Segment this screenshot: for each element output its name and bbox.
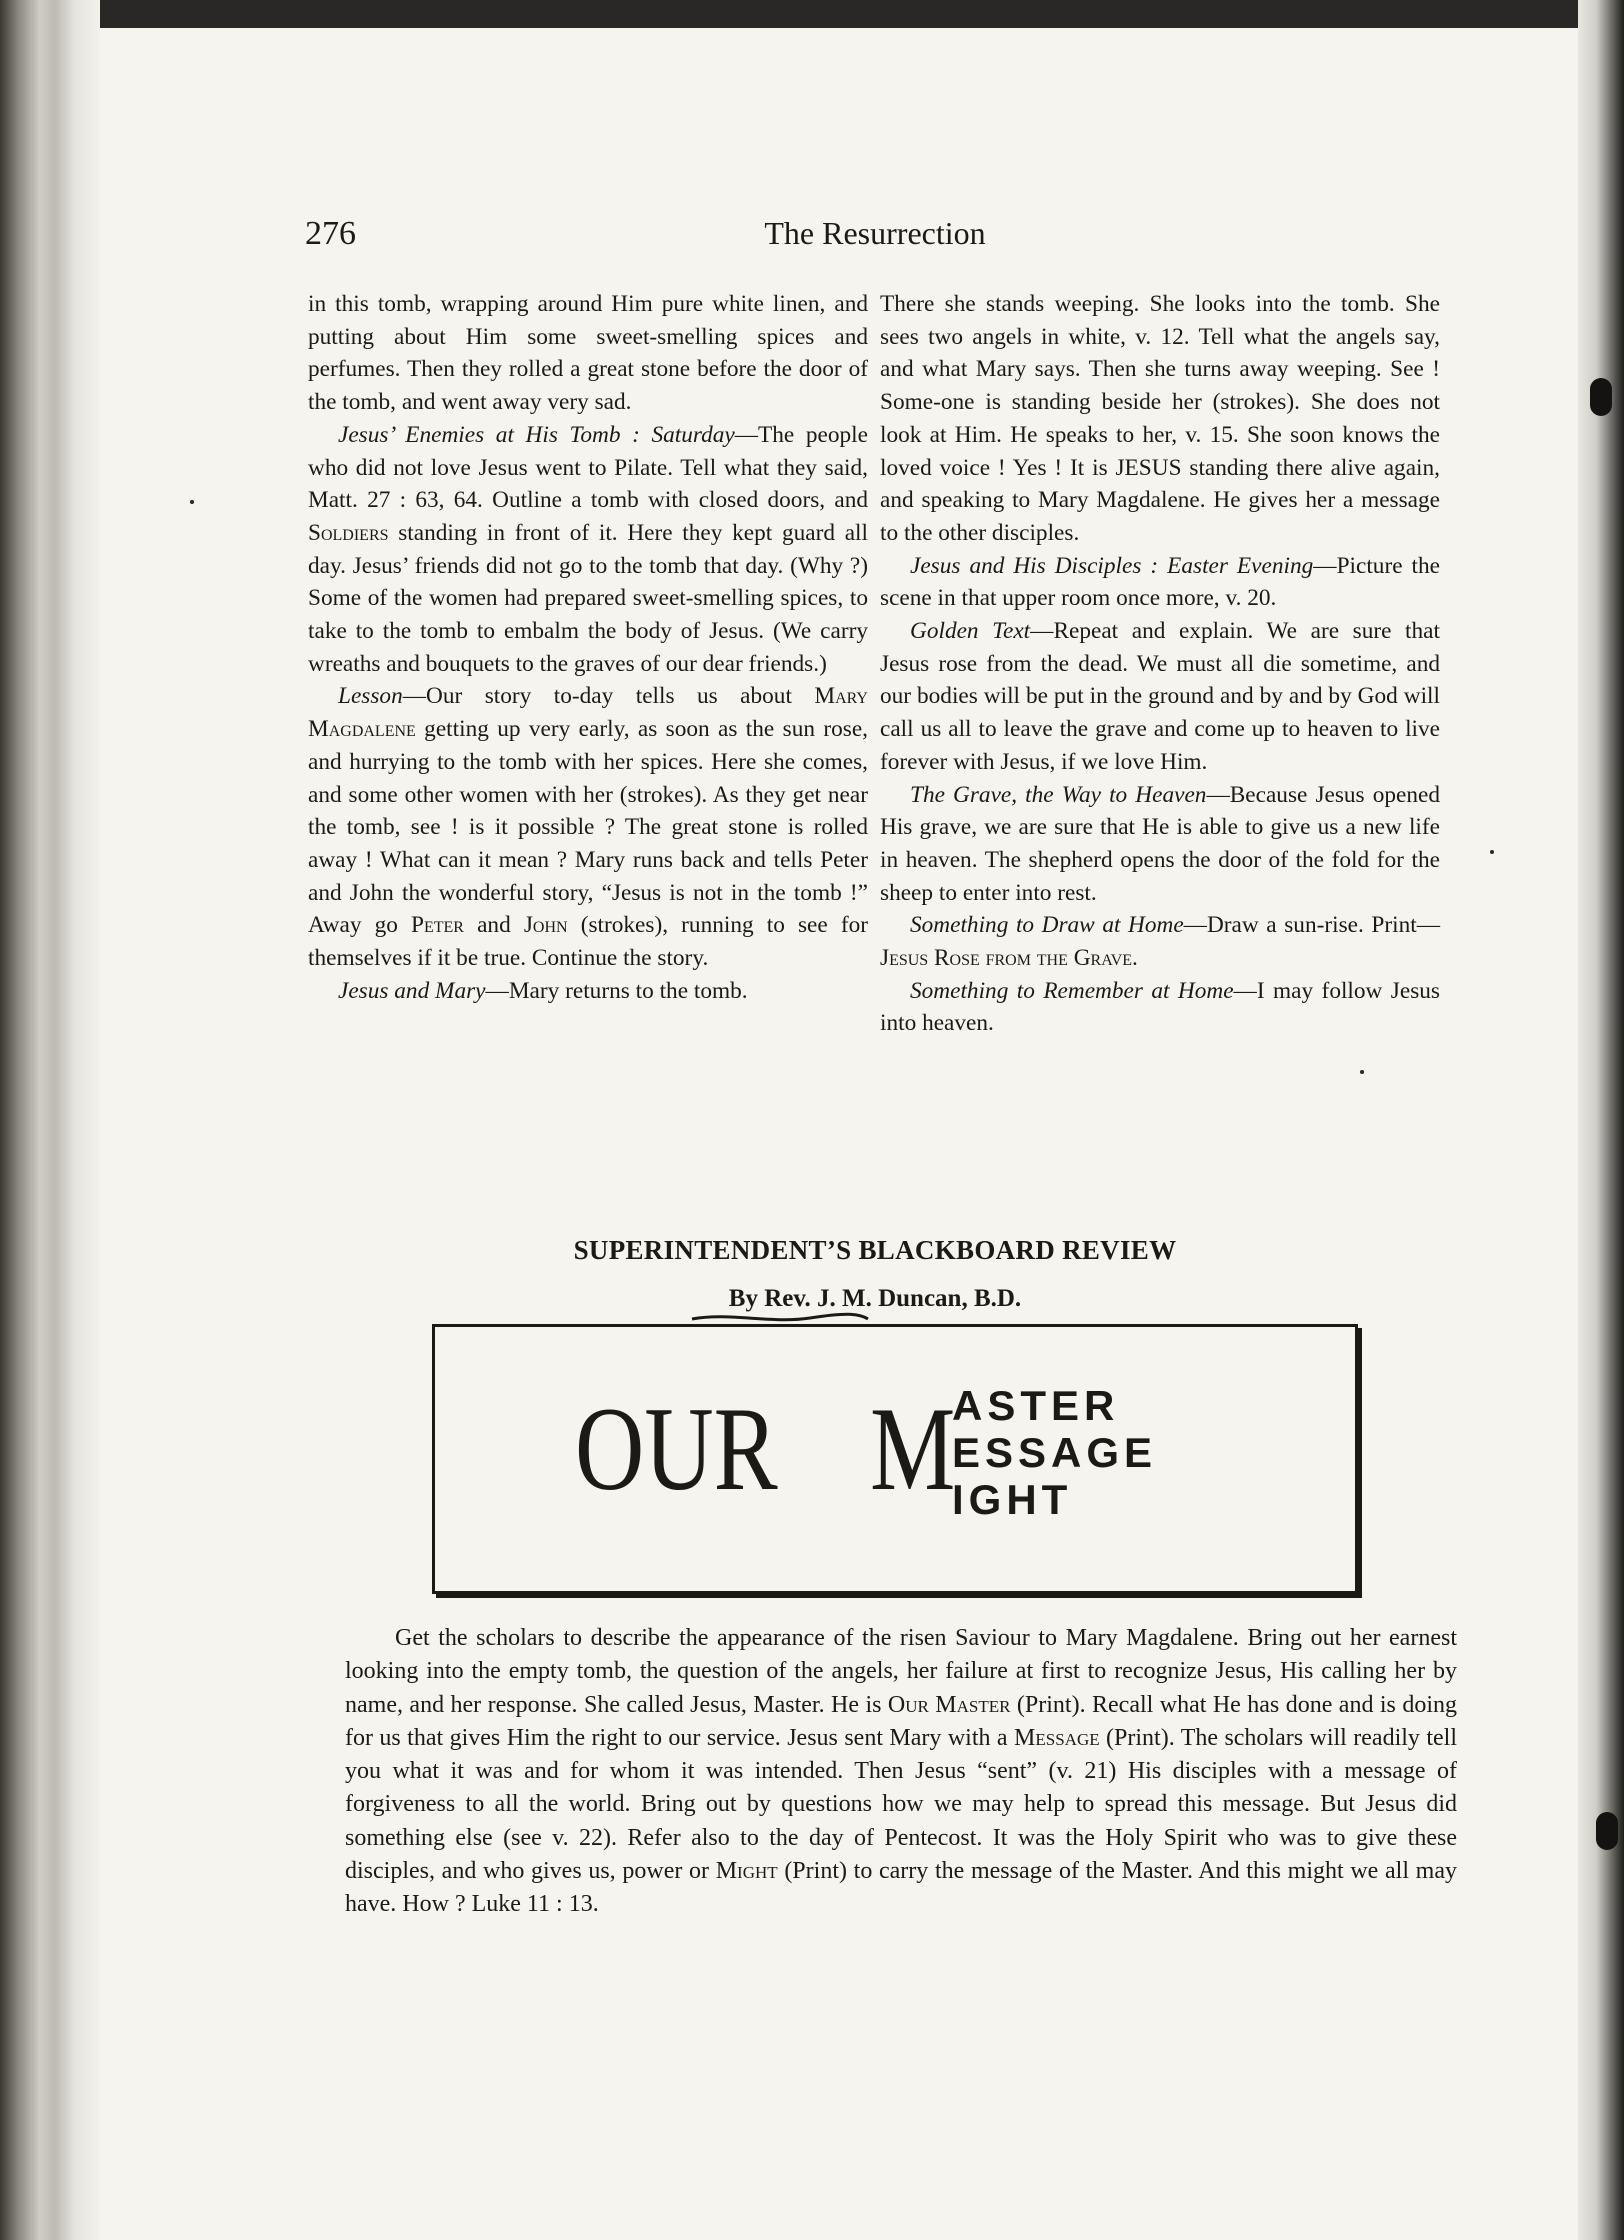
- heading-jesus-and-mary: Jesus and Mary: [338, 977, 486, 1004]
- print-phrase-smallcaps: Jesus Rose from the Grave.: [880, 945, 1138, 972]
- right-paragraph-3-text: —Repeat and explain. We are sure that Jesus rose from the dead. We must all die sometime, and our bodies will be put in the ground and by and by God will call us all to leave the grave and come up to heaven to live forever with Jesus, if we love Him.: [880, 618, 1440, 775]
- board-word-might: IGHT: [952, 1476, 1073, 1523]
- right-paragraph-2: [880, 550, 1440, 615]
- left-paragraph-3-text-b: getting up very early, as soon as the sun rose, and hurrying to the tomb with her spices. Here she comes, and some other women with her (strokes). As they get near the tomb, see ! is it possible ? The great stone is rolled away ! What can it mean ? Mary runs back and tells Peter and John the wonderful story, “Jesus is not in the tomb !” Away go: [308, 716, 868, 939]
- left-paragraph-2-text-b: standing in front of it. Here they kept guard all day. Jesus’ friends did not go to the tomb that day. (Why ?) Some of the women had prepared sweet-smelling spices, to take to the tomb to embalm the body of Jesus. (We carry wreaths and bouquets to the graves of our dear friends.): [308, 519, 868, 677]
- right-paragraph-5-text: —Draw a sun-rise. Print—: [1183, 912, 1441, 939]
- ink-speck: [190, 500, 194, 504]
- right-column: [880, 288, 1440, 1040]
- right-paragraph-4-text: —Because Jesus opened His grave, we are sure that He is able to give us a new life in heaven. The shepherd opens the door of the fold for the sheep to enter into rest.: [880, 781, 1440, 906]
- left-paragraph-4-text: —Mary returns to the tomb.: [485, 977, 748, 1004]
- right-paragraph-5: [880, 909, 1440, 974]
- binding-hole-bottom: [1596, 1812, 1618, 1850]
- peter-smallcaps: Peter: [411, 912, 464, 939]
- book-page-edges: [0, 0, 100, 2240]
- right-paragraph-2-text: —Picture the scene in that upper room once more, v. 20.: [880, 552, 1440, 612]
- review-text-c: (Print). The scholars will readily tell you what it was and for whom it was intended. Then Jesus “sent” (v. 21) His disciples with a message of forgiveness to all the world. Bring out by questions how we may help to spread this message. But Jesus did something else (see v. 22). Refer also to the day of Pentecost. It was the Holy Spirit who was to give these disciples, and who gives us, power or: [345, 1724, 1458, 1885]
- message-smallcaps: Message: [1014, 1724, 1100, 1751]
- left-column: [308, 288, 868, 1007]
- review-paragraph: [345, 1622, 1457, 1922]
- might-smallcaps: Might: [715, 1858, 778, 1885]
- blackboard-review-title: SUPERINTENDENT’S BLACKBOARD REVIEW: [573, 1235, 1177, 1265]
- running-head: [305, 215, 1445, 265]
- blackboard-review-byline: By Rev. J. M. Duncan, B.D.: [728, 1285, 1022, 1312]
- heading-draw-at-home: Something to Draw at Home: [910, 912, 1184, 939]
- soldiers-smallcaps: Soldiers: [308, 519, 389, 546]
- board-big-m: M: [870, 1382, 956, 1515]
- left-paragraph-3: [308, 680, 868, 974]
- ink-speck: [1360, 1070, 1364, 1074]
- left-paragraph-4: [308, 975, 868, 1008]
- board-word-our: OUR: [575, 1382, 778, 1515]
- heading-golden-text: Golden Text: [910, 618, 1031, 645]
- heading-lesson: Lesson: [338, 683, 403, 710]
- right-paragraph-6: [880, 975, 1440, 1040]
- left-paragraph-3-text-a: —Our story to-day tells us about: [402, 683, 815, 710]
- blackboard-box: [432, 1324, 1358, 1594]
- blackboard-review-text: [345, 1622, 1457, 1922]
- heading-enemies: Jesus’ Enemies at His Tomb : Saturday: [338, 421, 735, 448]
- running-title: The Resurrection: [764, 215, 986, 251]
- left-paragraph-2: [308, 419, 868, 681]
- page-number: 276: [305, 215, 356, 252]
- left-paragraph-3-and: and: [463, 912, 524, 939]
- left-paragraph-3-text-c: (strokes), running to see for themselves if it be true. Continue the story.: [308, 912, 869, 972]
- mary-magdalene-smallcaps: Mary Magdalene: [308, 683, 868, 743]
- our-master-smallcaps: Our Master: [887, 1691, 1011, 1718]
- left-paragraph-2-text-a: —The people who did not love Jesus went to Pilate. Tell what they said, Matt. 27 : 63, 64. Outline a tomb with closed doors, and: [308, 421, 868, 514]
- left-paragraph-1: in this tomb, wrapping around Him pure white linen, and putting about Him some sweet-smelling spices and perfumes. Then they rolled a great stone before the door of the tomb, and went away very sad.: [308, 291, 868, 416]
- review-text-a: Get the scholars to describe the appearance of the risen Saviour to Mary Magdalene. Bring out her earnest looking into the empty tomb, the question of the angels, her failure at first to recognize Jesus, His calling her by name, and her response. She called Jesus, Master. He is: [345, 1625, 1457, 1718]
- right-paragraph-1: There she stands weeping. She looks into the tomb. She sees two angels in white, v. 12. Tell what the angels say, and what Mary says. Then she turns away weeping. See ! Some-one is standing beside her (strokes). She does not look at Him. He speaks to her, v. 15. She soon knows the loved voice ! Yes ! It is JESUS standing there alive again, and speaking to Mary Magdalene. He gives her a message to the other disciples.: [880, 291, 1440, 546]
- right-paragraph-3: [880, 615, 1440, 779]
- page-shadow-edge: [1578, 0, 1624, 2240]
- right-paragraph-6-text: —I may follow Jesus into heaven.: [880, 977, 1440, 1037]
- review-text-d: (Print) to carry the message of the Master. And this might we all may have. How ? Luke 11 : 13.: [345, 1858, 1457, 1918]
- heading-grave-way-to-heaven: The Grave, the Way to Heaven: [910, 781, 1207, 808]
- heading-easter-evening: Jesus and His Disciples : Easter Evening: [910, 552, 1314, 579]
- ink-speck: [1490, 850, 1494, 854]
- right-paragraph-4: [880, 779, 1440, 910]
- binding-hole-top: [1590, 378, 1612, 416]
- review-text-b: (Print). Recall what He has done and is doing for us that gives Him the right to our service. Jesus sent Mary with a: [345, 1691, 1457, 1751]
- board-word-master: ASTER: [952, 1382, 1120, 1429]
- heading-remember-at-home: Something to Remember at Home: [910, 977, 1234, 1004]
- john-smallcaps: John: [523, 912, 568, 939]
- board-word-message: ESSAGE: [952, 1429, 1158, 1476]
